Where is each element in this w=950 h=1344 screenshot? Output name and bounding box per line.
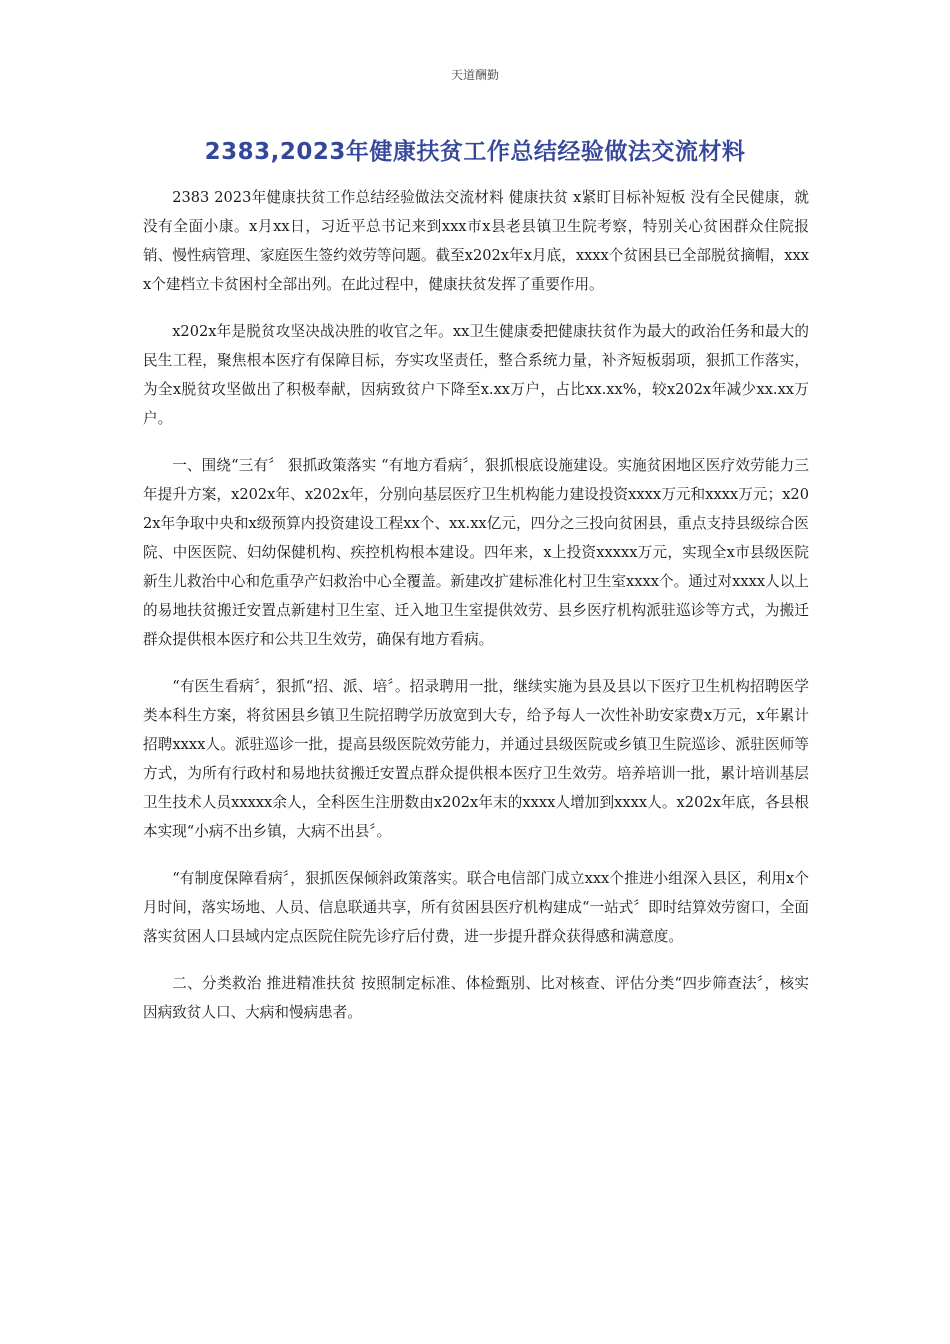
document-title: 2383,2023年健康扶贫工作总结经验做法交流材料 [204,139,746,165]
document-body [143,183,809,1045]
paragraph-5: “有制度保障看病〞，狠抓医保倾斜政策落实。联合电信部门成立xxx个推进小组深入县区，利用x个月时间，落实场地、人员、信息联通共享，所有贫困县医疗机构建成“一站式〞即时结算效劳窗口，全面落实贫困人口县域内定点医院住院先诊疗后付费，进一步提升群众获得感和满意度。 [143,870,809,945]
header-note: 天道酬勤 [450,68,499,82]
paragraph-3: 一、围绕“三有〞 狠抓政策落实 “有地方看病〞，狠抓根底设施建设。实施贫困地区医疗效劳能力三年提升方案，x202x年、x202x年，分别向基层医疗卫生机构能力建设投资xxxx万元和xxxx万元；x202x年争取中央和x级预算内投资建设工程xx个、xx.xx亿元，四分之三投向贫困县，重点支持县级综合医院、中医医院、妇幼保健机构、疾控机构根本建设。四年来，x上投资xxxxx万元，实现全x市县级医院新生儿救治中心和危重孕产妇救治中心全覆盖。新建改扩建标准化村卫生室xxxx个。通过对xxxx人以上的易地扶贫搬迁安置点新建村卫生室、迁入地卫生室提供效劳、县乡医疗机构派驻巡诊等方式，为搬迁群众提供根本医疗和公共卫生效劳，确保有地方看病。 [143,457,809,648]
paragraph-4: “有医生看病〞，狠抓“招、派、培〞。招录聘用一批，继续实施为县及县以下医疗卫生机构招聘医学类本科生方案，将贫困县乡镇卫生院招聘学历放宽到大专，给予每人一次性补助安家费x万元，x年累计招聘xxxx人。派驻巡诊一批，提高县级医院效劳能力，并通过县级医院或乡镇卫生院巡诊、派驻医师等方式，为所有行政村和易地扶贫搬迁安置点群众提供根本医疗卫生效劳。培养培训一批，累计培训基层卫生技术人员xxxxx余人，全科医生注册数由x202x年末的xxxx人增加到xxxx人。x202x年底，各县根本实现“小病不出乡镇，大病不出县〞。 [143,678,809,840]
paragraph-6: 二、分类救治 推进精准扶贫 按照制定标准、体检甄别、比对核查、评估分类“四步筛查法〞，核实因病致贫人口、大病和慢病患者。 [143,975,809,1021]
paragraph-1: 2383 2023年健康扶贫工作总结经验做法交流材料 健康扶贫 x紧盯目标补短板 没有全民健康，就没有全面小康。x月xx日，习近平总书记来到xxx市x县老县镇卫生院考察，特别关心贫困群众住院报销、慢性病管理、家庭医生签约效劳等问题。截至x202x年x月底，xxxx个贫困县已全部脱贫摘帽，xxxx个建档立卡贫困村全部出列。在此过程中，健康扶贫发挥了重要作用。 [143,189,809,293]
paragraph-2: x202x年是脱贫攻坚决战决胜的收官之年。xx卫生健康委把健康扶贫作为最大的政治任务和最大的民生工程，聚焦根本医疗有保障目标，夯实攻坚责任，整合系统力量，补齐短板弱项，狠抓工作落实，为全x脱贫攻坚做出了积极奉献，因病致贫户下降至x.xx万户，占比xx.xx%，较x202x年减少xx.xx万户。 [143,323,809,427]
